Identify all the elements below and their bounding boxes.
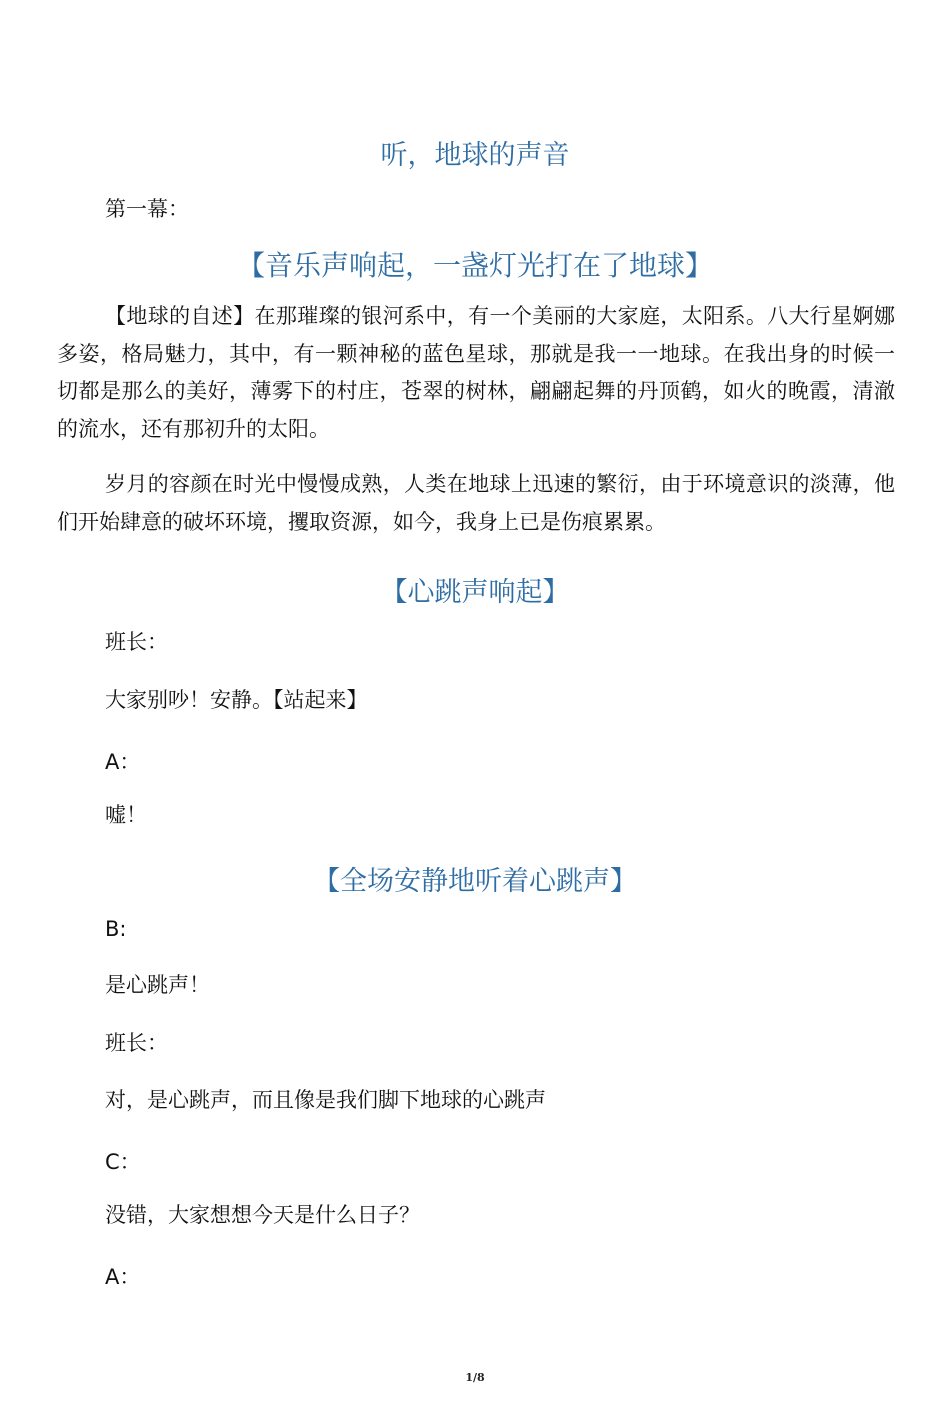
dialogue-line: 嘘！ xyxy=(105,803,147,827)
stage-direction-heading: 【心跳声响起】 xyxy=(380,577,570,608)
speaker-label: A： xyxy=(105,1265,141,1289)
act-label: 第一幕： xyxy=(105,197,189,221)
speaker-label: C： xyxy=(105,1150,141,1174)
speaker-label: A： xyxy=(105,750,141,774)
dialogue-line: 没错，大家想想今天是什么日子？ xyxy=(105,1203,420,1227)
speaker-label: 班长： xyxy=(105,1031,168,1055)
page-number: 1/8 xyxy=(465,1371,485,1384)
stage-direction-heading: 【全场安静地听着心跳声】 xyxy=(313,866,637,897)
speaker-label: 班长： xyxy=(105,630,168,654)
dialogue-line: 是心跳声！ xyxy=(105,973,210,997)
earth-monologue-paragraph: 【地球的自述】在那璀璨的银河系中，有一个美丽的大家庭，太阳系。八大行星婀娜多姿，格局魅力，其中，有一颗神秘的蓝色星球，那就是我一一地球。在我出身的时候一切都是那么的美好，薄雾下的村庄，苍翠的树林，翩翩起舞的丹顶鹤，如火的晚霞，清澈的流水，还有那初升的太阳。 xyxy=(57,304,895,441)
narration-paragraph: 岁月的容颜在时光中慢慢成熟，人类在地球上迅速的繁衍，由于环境意识的淡薄，他们开始肆意的破坏环境，攫取资源，如今，我身上已是伤痕累累。 xyxy=(57,472,895,534)
dialogue-line: 大家别吵！安静。【站起来】 xyxy=(105,688,368,712)
dialogue-line: 对，是心跳声，而且像是我们脚下地球的心跳声 xyxy=(105,1088,546,1112)
stage-direction-heading: 【音乐声响起，一盏灯光打在了地球】 xyxy=(236,249,713,282)
document-title: 听，地球的声音 xyxy=(380,140,570,171)
speaker-label: B: xyxy=(105,917,127,941)
